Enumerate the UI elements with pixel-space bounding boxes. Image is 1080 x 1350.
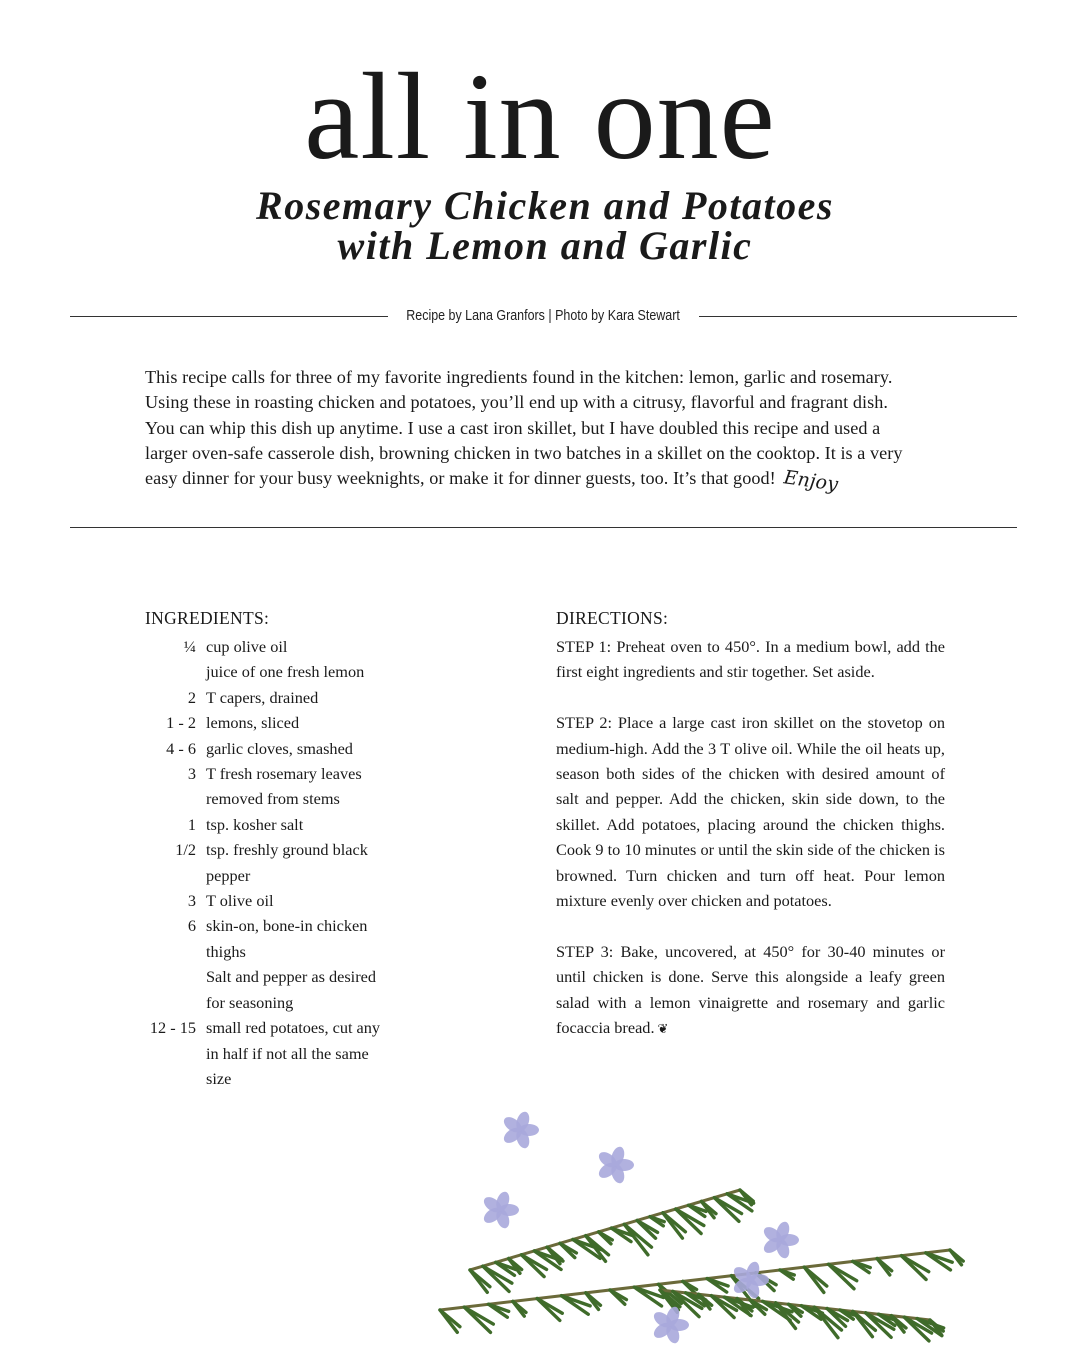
credit-rule-right — [699, 316, 1017, 317]
ingredient-text: lemons, sliced — [206, 713, 300, 733]
ingredient-quantity: 12 - 15 — [149, 1018, 196, 1038]
ingredient-row — [145, 736, 405, 761]
intro-line: This recipe calls for three of my favorite ingredients found in the kitchen: lemon, garlic and rosemary. — [145, 367, 893, 387]
intro-paragraph — [145, 365, 947, 496]
ingredient-text: garlic cloves, smashed — [206, 738, 353, 758]
ingredient-text: Salt and pepper as desired for seasoning — [206, 967, 376, 1012]
ingredient-quantity: ¼ — [183, 637, 196, 656]
credit-rule-left — [70, 316, 388, 317]
rosemary-sprig-image — [410, 1070, 970, 1350]
leaf-end-mark-icon: ❦ — [657, 1021, 669, 1037]
directions-list — [556, 634, 945, 1067]
intro-line: easy dinner for your busy weeknights, or make it for dinner guests, too. It’s that good! — [145, 468, 776, 489]
ingredient-quantity: 3 — [187, 891, 196, 911]
ingredient-row — [145, 685, 405, 710]
direction-step-3 — [556, 939, 945, 1042]
direction-step-text: STEP 2: Place a large cast iron skillet on the stovetop on medium-high. Add the 3 T olive oil. While the oil heats up, season both sides of the chicken with desired amount of salt and pepper. Add the chicken, skin side down, to the skillet. Add potatoes, placing around the chicken thighs. Cook 9 to 10 minutes or until the skin side of the chicken is browned. Turn chicken and turn off heat. Pour lemon mixture evenly over chicken and potatoes. — [556, 713, 945, 911]
direction-step-2 — [556, 710, 945, 913]
ingredient-quantity: 3 — [187, 764, 196, 784]
ingredient-row — [145, 659, 405, 684]
ingredients-list — [145, 634, 405, 1091]
ingredient-row — [145, 761, 405, 812]
intro-line: You can whip this dish up anytime. I use a cast iron skillet, but I have doubled this recipe and used a — [145, 417, 881, 438]
directions-heading: DIRECTIONS: — [556, 608, 669, 628]
ingredient-quantity — [145, 964, 196, 1015]
page-title: all in one — [304, 48, 776, 185]
ingredient-row — [145, 634, 405, 659]
recipe-credit: Recipe by Lana Granfors | Photo by Kara Stewart — [406, 308, 681, 324]
ingredient-row — [145, 710, 405, 735]
ingredients-heading: INGREDIENTS: — [145, 608, 270, 628]
ingredient-text: tsp. kosher salt — [206, 814, 304, 834]
ingredient-quantity — [145, 659, 196, 684]
ingredient-quantity: 1/2 — [175, 840, 196, 860]
ingredient-quantity: 4 - 6 — [166, 738, 196, 758]
subtitle-line-2: with Lemon and Garlic — [337, 223, 753, 268]
ingredient-text: skin-on, bone-in chicken thighs — [206, 916, 368, 961]
ingredient-text: T capers, drained — [206, 687, 319, 707]
ingredient-quantity: 1 - 2 — [166, 713, 196, 733]
direction-step-text: STEP 3: Bake, uncovered, at 450° for 30-40 minutes or until chicken is done. Serve this alongside a leafy green salad with a lemon vinaigrette and rosemary and garlic focaccia bread. — [556, 941, 945, 1038]
ingredient-row — [145, 888, 405, 913]
intro-line: Using these in roasting chicken and potatoes, you’ll end up with a citrusy, flavorful and fragrant dish. — [145, 392, 888, 413]
ingredient-row — [145, 1015, 405, 1091]
ingredient-text: T olive oil — [206, 891, 274, 911]
credit-row — [70, 305, 1017, 327]
ingredient-text: juice of one fresh lemon — [206, 662, 365, 682]
ingredient-quantity: 6 — [187, 916, 196, 936]
signature-enjoy: Enjoy — [782, 466, 840, 496]
ingredient-text: cup olive oil — [206, 637, 288, 656]
ingredient-text: T fresh rosemary leaves removed from stems — [206, 764, 362, 809]
direction-step-text: STEP 1: Preheat oven to 450°. In a medium bowl, add the first eight ingredients and stir together. Set aside. — [556, 637, 945, 682]
ingredient-row — [145, 913, 405, 964]
ingredient-row — [145, 837, 405, 888]
recipe-subtitle — [0, 183, 1080, 268]
ingredient-text: tsp. freshly ground black pepper — [206, 840, 368, 885]
ingredient-row — [145, 964, 405, 1015]
ingredient-quantity: 1 — [187, 814, 196, 834]
direction-step-1 — [556, 634, 945, 685]
section-divider — [70, 527, 1017, 528]
intro-line: larger oven-safe casserole dish, browning chicken in two batches in a skillet on the cooktop. It is a very — [145, 442, 903, 463]
ingredient-text: small red potatoes, cut any in half if not all the same size — [206, 1018, 381, 1088]
ingredient-quantity: 2 — [187, 687, 196, 707]
ingredient-row — [145, 812, 405, 837]
subtitle-line-1: Rosemary Chicken and Potatoes — [256, 183, 834, 228]
intro-line-last — [145, 466, 947, 496]
